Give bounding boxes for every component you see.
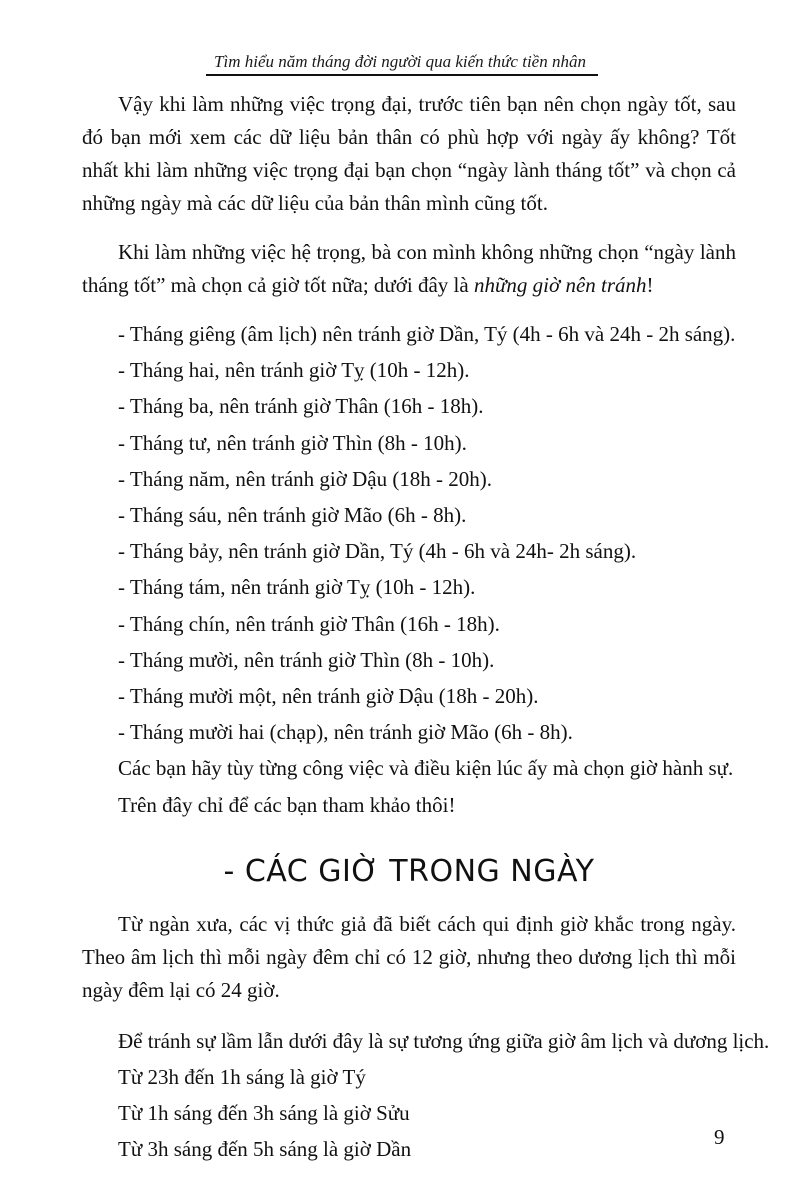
list-item: - Tháng mười hai (chạp), nên tránh giờ Mão (6h - 8h).: [118, 720, 573, 745]
closing-line: Các bạn hãy tùy từng công việc và điều kiện lúc ấy mà chọn giờ hành sự.: [118, 756, 734, 781]
list-item: - Tháng sáu, nên tránh giờ Mão (6h - 8h).: [118, 503, 467, 528]
list-item: - Tháng tư, nên tránh giờ Thìn (8h - 10h).: [118, 430, 467, 455]
hour-correspondence-list: [82, 1023, 770, 1168]
list-item: - Tháng mười một, nên tránh giờ Dậu (18h - 20h).: [118, 684, 539, 709]
list-item: - Tháng bảy, nên tránh giờ Dần, Tý (4h - 6h và 24h- 2h sáng).: [118, 539, 637, 564]
intro-paragraph: Vậy khi làm những việc trọng đại, trước tiên bạn nên chọn ngày tốt, sau đó bạn mới xem các dữ liệu bản thân có phù hợp với ngày ấy không? Tốt nhất khi làm những việc trọng đại bạn chọn “ngày lành tháng tốt” và chọn cả những ngày mà các dữ liệu của bản thân mình cũng tốt.: [82, 92, 736, 215]
list-item: Từ 23h đến 1h sáng là giờ Tý: [118, 1065, 366, 1090]
section-heading: - CÁC GIỜ TRONG NGÀY: [223, 853, 595, 889]
page-content: [82, 88, 770, 1168]
list-item: - Tháng ba, nên tránh giờ Thân (16h - 18h).: [118, 394, 484, 419]
page-number: 9: [714, 1125, 725, 1149]
list-item: - Tháng chín, nên tránh giờ Thân (16h - 18h).: [118, 611, 500, 636]
intro-paragraph-2-end: !: [646, 273, 654, 297]
list-item: - Tháng mười, nên tránh giờ Thìn (8h - 10h).: [118, 647, 495, 672]
running-header: Tìm hiểu năm tháng đời người qua kiến thức tiền nhân: [214, 52, 586, 71]
header-rule: [206, 74, 598, 76]
intro-paragraph-2-text: Khi làm những việc hệ trọng, bà con mình không những chọn “ngày lành tháng tốt” mà chọn cả giờ tốt nữa; dưới đây là: [82, 240, 736, 297]
emphasis-avoid-hours: những giờ nên tránh: [473, 273, 647, 297]
list-item: Từ 1h sáng đến 3h sáng là giờ Sửu: [118, 1101, 410, 1126]
list-item: - Tháng tám, nên tránh giờ Tỵ (10h - 12h).: [118, 575, 476, 600]
closing-line: Trên đây chỉ để các bạn tham khảo thôi!: [118, 792, 456, 817]
list-item: - Tháng năm, nên tránh giờ Dậu (18h - 20h).: [118, 466, 493, 491]
list-item: Để tránh sự lầm lẫn dưới đây là sự tương ứng giữa giờ âm lịch và dương lịch.: [118, 1028, 770, 1053]
list-item: - Tháng giêng (âm lịch) nên tránh giờ Dần, Tý (4h - 6h và 24h - 2h sáng).: [118, 322, 736, 346]
section-paragraph: Từ ngàn xưa, các vị thức giả đã biết cách qui định giờ khắc trong ngày. Theo âm lịch thì mỗi ngày đêm chỉ có 12 giờ, nhưng theo dương lịch thì mỗi ngày đêm lại có 24 giờ.: [82, 911, 736, 1002]
list-item: Từ 3h sáng đến 5h sáng là giờ Dần: [118, 1137, 412, 1162]
intro-paragraph-2: [82, 236, 736, 302]
avoid-hours-list: [82, 316, 736, 823]
list-item: - Tháng hai, nên tránh giờ Tỵ (10h - 12h).: [118, 358, 470, 383]
